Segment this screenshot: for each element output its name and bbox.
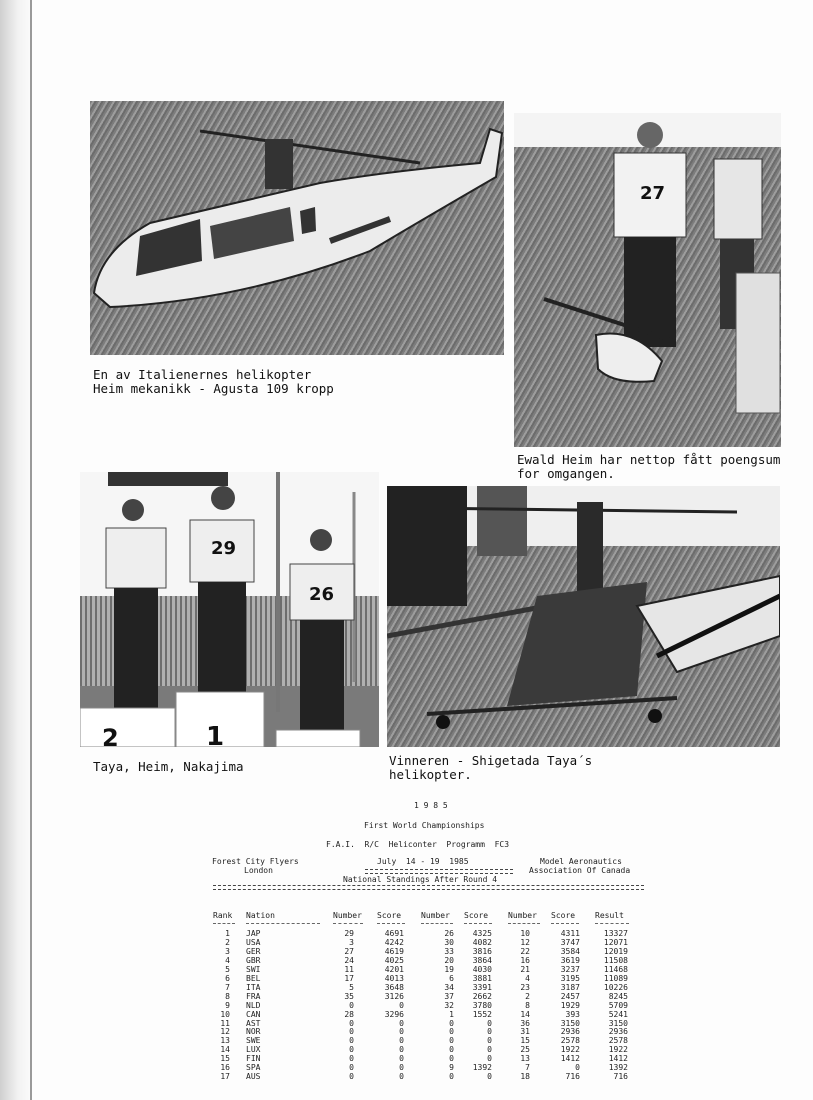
value-cell: 35 xyxy=(344,991,354,1001)
value-cell: 0 xyxy=(349,1036,354,1046)
caption-photo2: Ewald Heim har nettop fått poengsum for omgangen. xyxy=(517,452,781,481)
value-cell: 0 xyxy=(487,1072,492,1082)
table-row xyxy=(0,1045,813,1054)
nation-cell: GER xyxy=(246,946,261,956)
value-cell: 0 xyxy=(449,1045,454,1055)
value-cell: 31 xyxy=(520,1027,530,1037)
rank-cell: 15 xyxy=(220,1054,230,1064)
value-cell: 11 xyxy=(344,964,354,974)
results-city: London xyxy=(244,866,273,875)
value-cell: 13327 xyxy=(603,929,628,938)
value-cell: 1 xyxy=(449,1009,454,1019)
value-cell: 6 xyxy=(449,973,454,983)
value-cell: 37 xyxy=(444,991,454,1001)
value-cell: 0 xyxy=(449,1072,454,1082)
nation-cell: LUX xyxy=(246,1045,261,1055)
value-cell: 0 xyxy=(449,1036,454,1046)
value-cell: 0 xyxy=(449,1054,454,1064)
column-header: Score xyxy=(464,911,489,920)
table-row xyxy=(0,1036,813,1045)
winner-helicopter-illustration xyxy=(387,486,780,747)
value-cell: 3747 xyxy=(560,937,580,947)
value-cell: 3881 xyxy=(472,973,492,983)
results-org-line2: Association Of Canada xyxy=(529,866,631,875)
value-cell: 4311 xyxy=(560,929,580,938)
rank-cell: 14 xyxy=(220,1045,230,1055)
table-row xyxy=(0,983,813,992)
value-cell: 0 xyxy=(349,1045,354,1055)
rank-cell: 5 xyxy=(225,964,230,974)
rank-cell: 7 xyxy=(225,982,230,992)
nation-cell: NLD xyxy=(246,1000,261,1010)
table-row xyxy=(0,1001,813,1010)
podium-number-2: 2 xyxy=(102,728,119,747)
value-cell: 2936 xyxy=(560,1027,580,1037)
bib-number-29: 29 xyxy=(211,538,237,559)
value-cell: 1922 xyxy=(560,1045,580,1055)
value-cell: 4691 xyxy=(384,929,404,938)
value-cell: 23 xyxy=(520,982,530,992)
value-cell: 2936 xyxy=(608,1027,628,1037)
rank-cell: 13 xyxy=(220,1036,230,1046)
value-cell: 15 xyxy=(520,1036,530,1046)
value-cell: 0 xyxy=(349,1063,354,1073)
value-cell: 0 xyxy=(487,1054,492,1064)
value-cell: 9 xyxy=(449,1063,454,1073)
column-header: Nation xyxy=(246,911,275,920)
nation-cell: BEL xyxy=(246,973,261,983)
nation-cell: AST xyxy=(246,1018,261,1028)
value-cell: 26 xyxy=(444,929,454,938)
value-cell: 3584 xyxy=(560,946,580,956)
underline-dash xyxy=(421,923,453,924)
value-cell: 3126 xyxy=(384,991,404,1001)
value-cell: 0 xyxy=(399,1027,404,1037)
nation-cell: GBR xyxy=(246,955,261,965)
value-cell: 17 xyxy=(344,973,354,983)
value-cell: 10226 xyxy=(603,982,628,992)
value-cell: 1392 xyxy=(608,1063,628,1073)
nation-cell: AUS xyxy=(246,1072,261,1082)
table-row xyxy=(0,1072,813,1081)
nation-cell: FIN xyxy=(246,1054,261,1064)
nation-cell: FRA xyxy=(246,991,261,1001)
value-cell: 8245 xyxy=(608,991,628,1001)
column-header: Score xyxy=(551,911,576,920)
value-cell: 4242 xyxy=(384,937,404,947)
value-cell: 4025 xyxy=(384,955,404,965)
value-cell: 5 xyxy=(349,982,354,992)
value-cell: 36 xyxy=(520,1018,530,1028)
table-row xyxy=(0,974,813,983)
results-rule-top xyxy=(365,869,513,874)
value-cell: 1929 xyxy=(560,1000,580,1010)
nation-cell: JAP xyxy=(246,929,261,938)
caption-photo4: Vinneren - Shigetada Taya´s helikopter. xyxy=(389,753,593,782)
value-cell: 4619 xyxy=(384,946,404,956)
value-cell: 0 xyxy=(487,1036,492,1046)
value-cell: 0 xyxy=(349,1072,354,1082)
value-cell: 3237 xyxy=(560,964,580,974)
rank-cell: 9 xyxy=(225,1000,230,1010)
pilot-illustration xyxy=(514,113,781,447)
results-subtitle: National Standings After Round 4 xyxy=(343,875,498,884)
nation-cell: SWE xyxy=(246,1036,261,1046)
bib-number-27: 27 xyxy=(640,183,666,204)
table-row xyxy=(0,1010,813,1019)
value-cell: 28 xyxy=(344,1009,354,1019)
column-header: Number xyxy=(508,911,537,920)
value-cell: 0 xyxy=(399,1054,404,1064)
podium-illustration xyxy=(80,472,379,747)
value-cell: 0 xyxy=(399,1063,404,1073)
value-cell: 11508 xyxy=(603,955,628,965)
value-cell: 0 xyxy=(487,1045,492,1055)
value-cell: 22 xyxy=(520,946,530,956)
value-cell: 2 xyxy=(525,991,530,1001)
value-cell: 24 xyxy=(344,955,354,965)
value-cell: 0 xyxy=(399,1045,404,1055)
value-cell: 1392 xyxy=(472,1063,492,1073)
caption-photo1: En av Italienernes helikopter Heim mekanikk - Agusta 109 kropp xyxy=(93,367,334,396)
value-cell: 20 xyxy=(444,955,454,965)
value-cell: 0 xyxy=(349,1027,354,1037)
value-cell: 11468 xyxy=(603,964,628,974)
value-cell: 5709 xyxy=(608,1000,628,1010)
value-cell: 3619 xyxy=(560,955,580,965)
value-cell: 3 xyxy=(349,937,354,947)
nation-cell: USA xyxy=(246,937,261,947)
value-cell: 0 xyxy=(487,1027,492,1037)
value-cell: 18 xyxy=(520,1072,530,1082)
results-org-line1: Model Aeronautics xyxy=(540,857,622,866)
underline-dash xyxy=(595,923,629,924)
rank-cell: 1 xyxy=(225,929,230,938)
results-year: 1 9 8 5 xyxy=(414,801,448,810)
value-cell: 4030 xyxy=(472,964,492,974)
value-cell: 5241 xyxy=(608,1009,628,1019)
value-cell: 2457 xyxy=(560,991,580,1001)
table-row xyxy=(0,1063,813,1072)
value-cell: 32 xyxy=(444,1000,454,1010)
value-cell: 14 xyxy=(520,1009,530,1019)
photo-winner-helicopter xyxy=(387,486,780,747)
value-cell: 1552 xyxy=(472,1009,492,1019)
value-cell: 30 xyxy=(444,937,454,947)
rank-cell: 8 xyxy=(225,991,230,1001)
table-row xyxy=(0,956,813,965)
value-cell: 716 xyxy=(613,1072,628,1082)
value-cell: 13 xyxy=(520,1054,530,1064)
value-cell: 27 xyxy=(344,946,354,956)
value-cell: 4082 xyxy=(472,937,492,947)
value-cell: 11089 xyxy=(603,973,628,983)
column-header: Result xyxy=(595,911,624,920)
value-cell: 0 xyxy=(487,1018,492,1028)
value-cell: 2578 xyxy=(560,1036,580,1046)
underline-dash xyxy=(333,923,363,924)
column-header: Number xyxy=(421,911,450,920)
underline-dash xyxy=(464,923,492,924)
photo-agusta-helicopter xyxy=(90,101,504,355)
table-row xyxy=(0,965,813,974)
photo-podium xyxy=(80,472,379,747)
helicopter-illustration xyxy=(90,101,504,355)
value-cell: 21 xyxy=(520,964,530,974)
value-cell: 4201 xyxy=(384,964,404,974)
rank-cell: 4 xyxy=(225,955,230,965)
value-cell: 0 xyxy=(399,1036,404,1046)
underline-dash xyxy=(377,923,405,924)
results-program: F.A.I. R/C Heliconter Programm FC3 xyxy=(326,840,510,849)
rank-cell: 16 xyxy=(220,1063,230,1073)
value-cell: 12071 xyxy=(603,937,628,947)
value-cell: 0 xyxy=(449,1018,454,1028)
column-header: Rank xyxy=(213,911,233,920)
nation-cell: NOR xyxy=(246,1027,261,1037)
nation-cell: SPA xyxy=(246,1063,261,1073)
value-cell: 3150 xyxy=(560,1018,580,1028)
rank-cell: 2 xyxy=(225,937,230,947)
results-header-underline xyxy=(0,919,813,928)
value-cell: 3864 xyxy=(472,955,492,965)
results-rule-main xyxy=(213,885,644,890)
table-row xyxy=(0,1027,813,1036)
results-event: First World Championships xyxy=(364,821,485,830)
value-cell: 0 xyxy=(349,1018,354,1028)
value-cell: 3150 xyxy=(608,1018,628,1028)
table-row xyxy=(0,992,813,1001)
value-cell: 3648 xyxy=(384,982,404,992)
value-cell: 34 xyxy=(444,982,454,992)
value-cell: 1412 xyxy=(608,1054,628,1064)
value-cell: 0 xyxy=(399,1072,404,1082)
value-cell: 4325 xyxy=(472,929,492,938)
value-cell: 3780 xyxy=(472,1000,492,1010)
value-cell: 0 xyxy=(575,1063,580,1073)
value-cell: 8 xyxy=(525,1000,530,1010)
value-cell: 7 xyxy=(525,1063,530,1073)
value-cell: 3816 xyxy=(472,946,492,956)
value-cell: 3296 xyxy=(384,1009,404,1019)
nation-cell: SWI xyxy=(246,964,261,974)
value-cell: 1412 xyxy=(560,1054,580,1064)
column-header: Number xyxy=(333,911,362,920)
column-header: Score xyxy=(377,911,402,920)
nation-cell: CAN xyxy=(246,1009,261,1019)
underline-dash xyxy=(246,923,320,924)
rank-cell: 6 xyxy=(225,973,230,983)
value-cell: 3391 xyxy=(472,982,492,992)
value-cell: 4 xyxy=(525,973,530,983)
value-cell: 29 xyxy=(344,929,354,938)
value-cell: 393 xyxy=(565,1009,580,1019)
rank-cell: 3 xyxy=(225,946,230,956)
value-cell: 0 xyxy=(349,1054,354,1064)
value-cell: 2662 xyxy=(472,991,492,1001)
table-row xyxy=(0,1054,813,1063)
value-cell: 10 xyxy=(520,929,530,938)
value-cell: 0 xyxy=(399,1000,404,1010)
rank-cell: 10 xyxy=(220,1009,230,1019)
results-dates: July 14 - 19 1985 xyxy=(377,857,469,866)
value-cell: 12019 xyxy=(603,946,628,956)
value-cell: 33 xyxy=(444,946,454,956)
value-cell: 0 xyxy=(399,1018,404,1028)
rank-cell: 17 xyxy=(220,1072,230,1082)
value-cell: 16 xyxy=(520,955,530,965)
caption-photo3: Taya, Heim, Nakajima xyxy=(93,759,244,774)
underline-dash xyxy=(551,923,579,924)
value-cell: 3195 xyxy=(560,973,580,983)
value-cell: 12 xyxy=(520,937,530,947)
table-row xyxy=(0,947,813,956)
rank-cell: 11 xyxy=(220,1018,230,1028)
table-row xyxy=(0,1019,813,1028)
table-row xyxy=(0,929,813,938)
value-cell: 4013 xyxy=(384,973,404,983)
value-cell: 25 xyxy=(520,1045,530,1055)
value-cell: 0 xyxy=(449,1027,454,1037)
results-club: Forest City Flyers xyxy=(212,857,299,866)
value-cell: 716 xyxy=(565,1072,580,1082)
bib-number-26: 26 xyxy=(309,584,335,605)
table-row xyxy=(0,938,813,947)
value-cell: 0 xyxy=(349,1000,354,1010)
podium-number-1: 1 xyxy=(206,722,225,747)
photo-ewald-heim xyxy=(514,113,781,447)
underline-dash xyxy=(508,923,540,924)
nation-cell: ITA xyxy=(246,982,261,992)
underline-dash xyxy=(213,923,235,924)
value-cell: 19 xyxy=(444,964,454,974)
value-cell: 3187 xyxy=(560,982,580,992)
value-cell: 1922 xyxy=(608,1045,628,1055)
value-cell: 2578 xyxy=(608,1036,628,1046)
rank-cell: 12 xyxy=(220,1027,230,1037)
